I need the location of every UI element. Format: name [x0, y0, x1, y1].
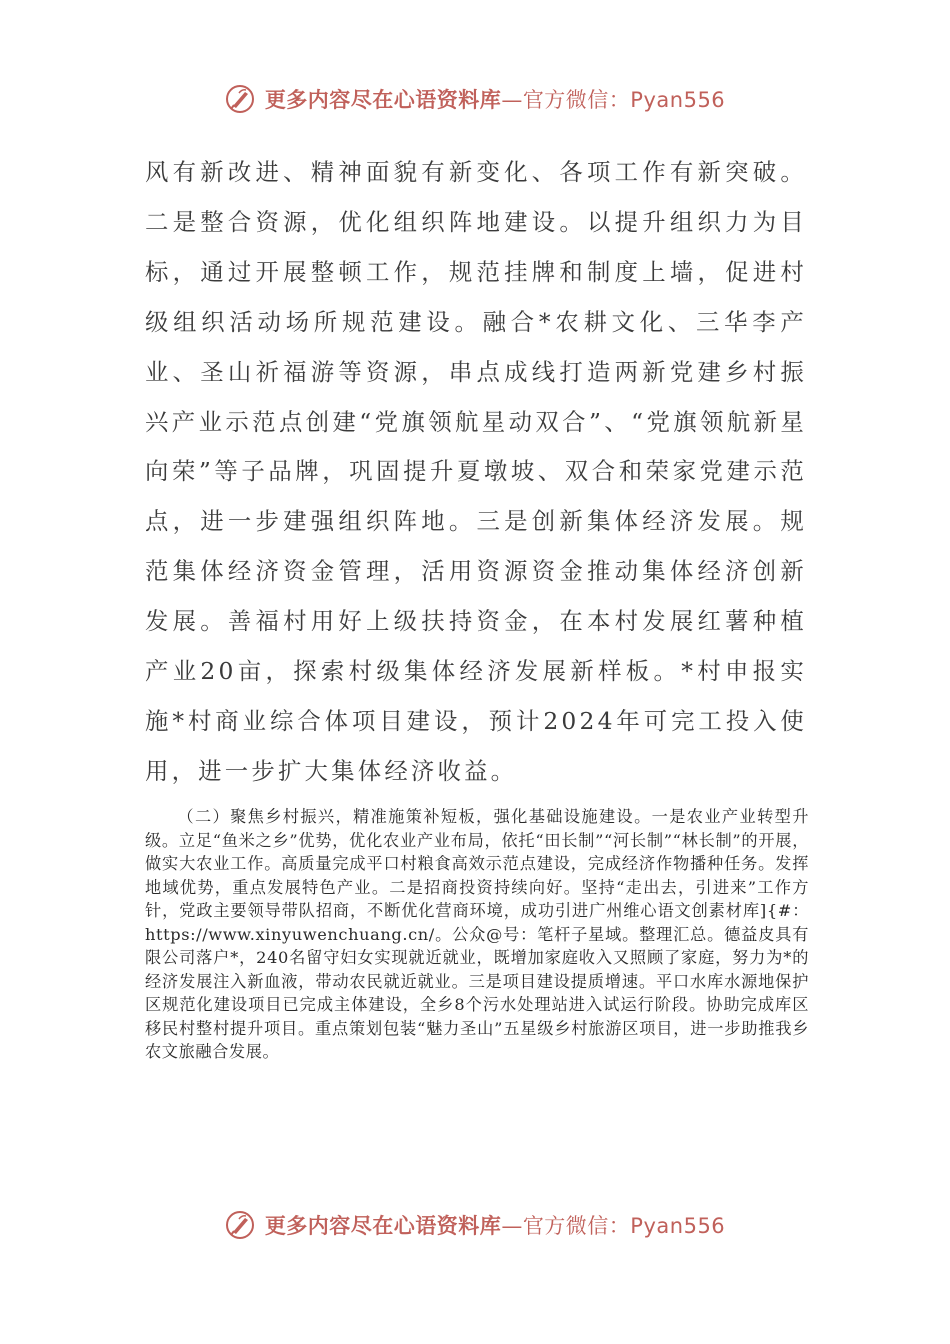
header-banner — [0, 84, 950, 114]
footer-banner — [0, 1210, 950, 1240]
body-paragraph-large — [145, 148, 807, 797]
header-brand: 更多内容尽在心语资料库 — [264, 88, 502, 112]
body-paragraph-small — [145, 805, 809, 1064]
header-contact: 官方微信：Pyan556 — [522, 88, 726, 112]
header-dash: — — [501, 88, 523, 112]
footer-brand: 更多内容尽在心语资料库 — [264, 1214, 502, 1238]
body-text-large: 风有新改进、精神面貌有新变化、各项工作有新突破。二是整合资源，优化组织阵地建设。以提升组织力为目标，通过开展整顿工作，规范挂牌和制度上墙，促进村级组织活动场所规范建设。融合*农耕文化、三华李产业、圣山祈福游等资源，串点成线打造两新党建乡村振兴产业示范点创建“党旗领航星动双合”、“党旗领航新星向荣”等子品牌，巩固提升夏墩坡、双合和荣家党建示范点，进一步建强组织阵地。三是创新集体经济发展。规范集体经济资金管理，活用资源资金推动集体经济创新发展。善福村用好上级扶持资金，在本村发展红薯种植产业20亩，探索村级集体经济发展新样板。*村申报实施*村商业综合体项目建设，预计2024年可完工投入使用，进一步扩大集体经济收益。 — [145, 158, 807, 785]
quill-pen-logo-icon — [225, 84, 255, 114]
footer-contact: 官方微信：Pyan556 — [522, 1214, 726, 1238]
footer-banner-text — [265, 1210, 725, 1240]
header-banner-text — [265, 84, 725, 114]
quill-pen-logo-icon — [225, 1210, 255, 1240]
footer-dash: — — [501, 1214, 523, 1238]
body-text-small: （二）聚焦乡村振兴，精准施策补短板，强化基础设施建设。一是农业产业转型升级。立足“鱼米之乡”优势，优化农业产业布局，依托“田长制”“河长制”“林长制”的开展，做实大农业工作。高质量完成平口村粮食高效示范点建设，完成经济作物播种任务。发挥地域优势，重点发展特色产业。二是招商投资持续向好。坚持“走出去，引进来”工作方针，党政主要领导带队招商，不断优化营商环境，成功引进广州维心语文创素材库]{#：https://www.xinyuwenchuang.cn/。公众@号：笔杆子星域。整理汇总。德益皮具有限公司落户*，240名留守妇女实现就近就业，既增加家庭收入又照顾了家庭，努力为*的经济发展注入新血液，带动农民就近就业。三是项目建设提质增速。平口水库水源地保护区规范化建设项目已完成主体建设，全乡8个污水处理站进入试运行阶段。协助完成库区移民村整村提升项目。重点策划包装“魅力圣山”五星级乡村旅游区项目，进一步助推我乡农文旅融合发展。 — [145, 807, 809, 1061]
